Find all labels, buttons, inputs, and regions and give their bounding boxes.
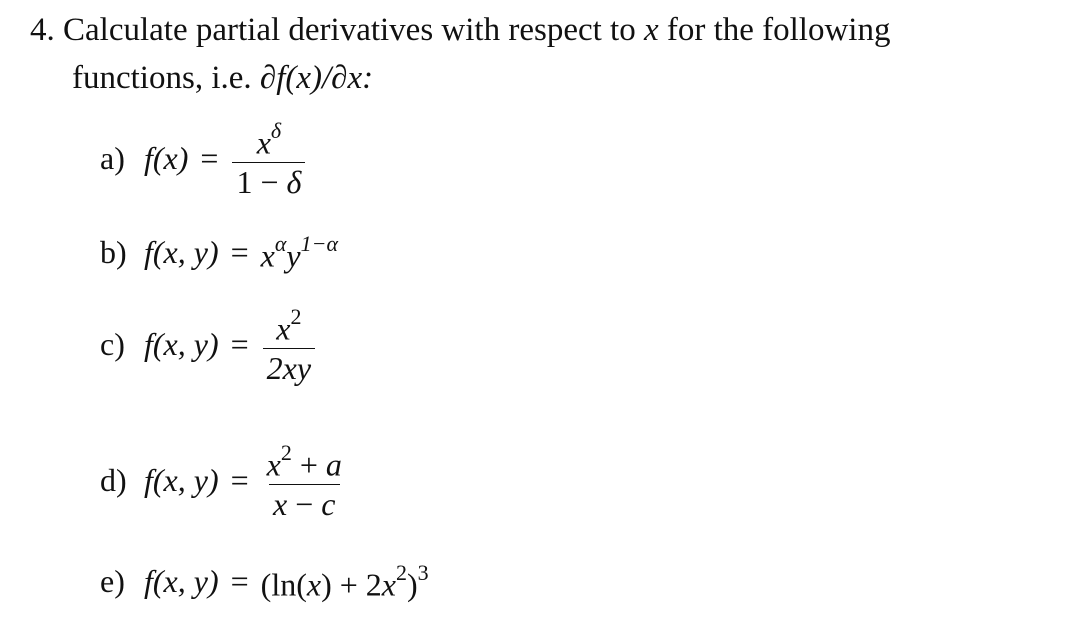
problem-number: 4. [30,12,55,48]
function-lhs: f(x) [144,140,189,177]
item-label: b) [100,233,127,270]
function-lhs: f(x, y) [144,562,219,599]
item-label: e) [100,562,125,599]
equals-sign: = [230,462,249,499]
numerator: $x^\delta$ [256,118,282,161]
equals-sign: = [230,233,249,270]
problem-text-2: functions, i.e. [72,60,252,96]
item-c [100,304,315,385]
fraction [232,118,305,199]
variable-x: x [643,12,659,48]
item-a [100,118,305,199]
equals-sign: = [200,140,219,177]
function-lhs: f(x, y) [144,233,219,270]
item-label: c) [100,326,125,363]
item-d [100,440,346,521]
partial-derivative-notation: ∂f(x)/∂x: [259,60,374,96]
problem-statement-line-2 [72,58,373,98]
numerator: $x^2$ [276,304,302,347]
equals-sign: = [230,326,249,363]
function-lhs: f(x, y) [144,326,219,363]
problem-text-end: for the following [666,12,891,48]
equals-sign: = [230,562,249,599]
item-b [100,228,338,276]
item-label: a) [100,140,125,177]
item-label: d) [100,462,127,499]
problem-statement-line-1 [30,10,890,50]
function-lhs: f(x, y) [144,462,219,499]
expression: $(\ln(x) + 2x^2)^3$ [260,560,429,603]
numerator: $x^2 + a$ [266,440,342,483]
fraction [263,440,346,521]
denominator: 1 − δ [232,162,305,199]
denominator: 2xy [263,348,315,385]
denominator: x − c [269,484,339,521]
expression: $x^\alpha y^{1-\alpha}$ [260,231,339,274]
item-e [100,557,429,605]
fraction [263,304,315,385]
problem-text: Calculate partial derivatives with respect to [63,12,636,48]
